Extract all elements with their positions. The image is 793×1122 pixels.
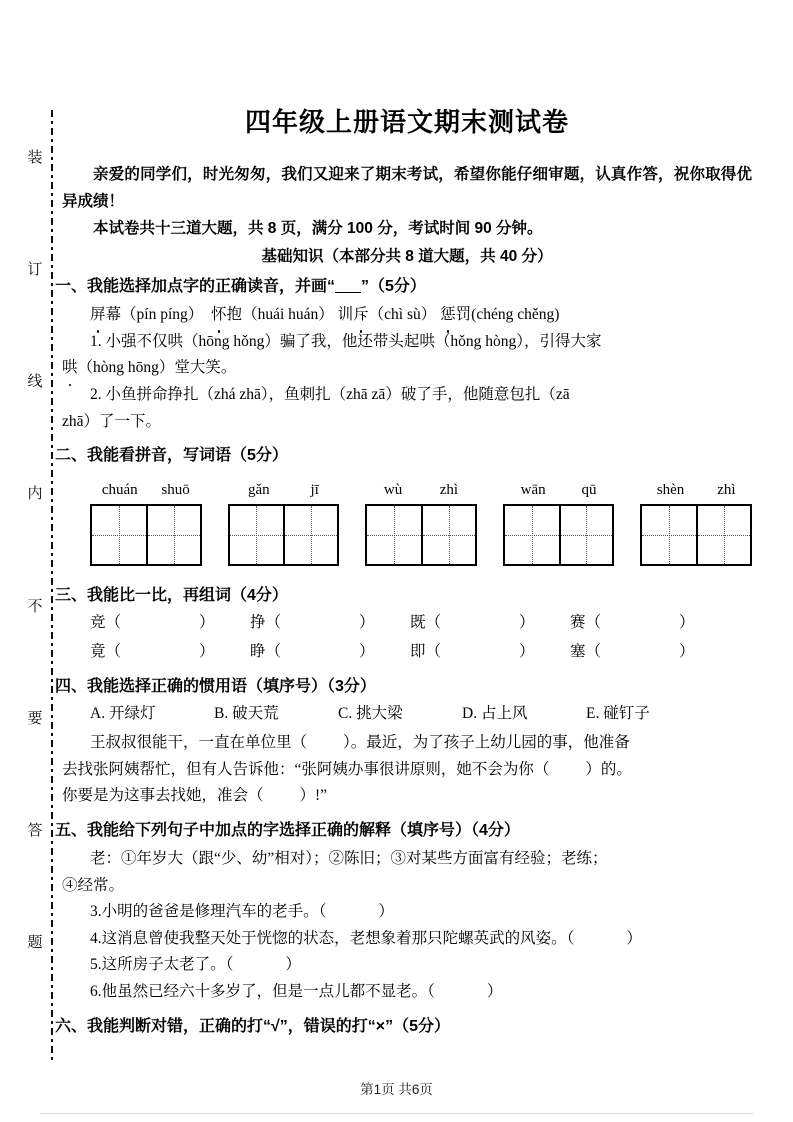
q5-item-3-num: 3. — [90, 903, 102, 921]
underline-mark — [335, 292, 361, 293]
q5-item-5-num: 5. — [90, 956, 102, 974]
paren-close: ） — [519, 642, 535, 660]
pinyin-grid-group-3 — [365, 481, 477, 566]
paren-close: ） — [679, 642, 695, 660]
q1-options-1: （pín píng） — [121, 306, 204, 324]
grid-cell[interactable] — [696, 506, 750, 564]
paren-close: ） — [359, 614, 375, 632]
binding-dashed-line — [51, 110, 53, 1062]
question-4-body — [62, 730, 752, 810]
intro-greeting: 亲爱的同学们，时光匆匆，我们又迎来了期末考试，希望你能仔细审题，认真作答，祝你取得优异成绩！ — [62, 166, 752, 211]
answer-grid-2[interactable] — [228, 504, 340, 566]
q4-line-1 — [90, 730, 752, 757]
q1-options-3: （chì sù） — [368, 306, 437, 324]
q1-dotchar-3: 斥 — [353, 302, 369, 329]
pinyin-pair-5 — [640, 481, 752, 499]
word-pair-label: 塞（ — [570, 642, 602, 660]
q4-text-1: 王叔叔很能干，一直在单位里（ — [90, 734, 308, 752]
q1-dotchar-4: 惩 — [440, 302, 456, 329]
q1-word-4b: 罚 — [455, 306, 472, 324]
pinyin-5-syllable-1: shèn — [656, 482, 685, 499]
q1-item-2-line2 — [62, 409, 752, 436]
footer-divider — [40, 1113, 753, 1114]
question-1-heading — [55, 275, 752, 300]
pinyin-3-syllable-1: wù — [383, 482, 403, 499]
option-e[interactable]: E. 碰钉子 — [586, 705, 650, 723]
question-1-heading-pre: 一、我能选择加点字的正确读音，并画“ — [55, 278, 336, 296]
q5-item-3-close: ） — [378, 903, 394, 921]
pinyin-1-syllable-1: chuán — [101, 482, 138, 499]
pinyin-pair-3 — [365, 481, 477, 499]
q1-dotchar-2: 怀 — [211, 302, 227, 329]
q4-text-3: 去找张阿姨帮忙，但有人告诉他：“张阿姨办事很讲原则，她不会为你（ — [62, 760, 550, 778]
paren-close: ） — [679, 614, 695, 632]
word-pair-cell[interactable] — [410, 609, 570, 638]
grid-cell[interactable] — [367, 506, 421, 564]
q5-item-3-post: 手。（ — [287, 903, 327, 921]
pinyin-pair-2 — [228, 481, 340, 499]
word-pair-cell[interactable] — [250, 609, 410, 638]
grid-cell[interactable] — [559, 506, 613, 564]
grid-cell[interactable] — [421, 506, 475, 564]
q5-item-3-pre: 小明的爸爸是修理汽车的老 — [101, 903, 288, 921]
q1-options-2: （huái huán） — [242, 306, 334, 324]
q5-item-4-num: 4. — [90, 929, 102, 947]
q4-line-3 — [62, 783, 752, 810]
q1-item-2-line1 — [90, 382, 752, 409]
q5-item-4-post: 想象着那只陀螺英武的风姿。（ — [365, 929, 575, 947]
pinyin-4-syllable-1: wān — [520, 482, 546, 499]
word-pair-label: 竟（ — [90, 642, 122, 660]
q1-dotchar-1: 屏 — [90, 302, 106, 329]
word-pair-cell[interactable] — [410, 638, 570, 667]
q5-gloss-line-1: 老：①年岁大（跟“少、幼”相对）；②陈旧；③对某些方面富有经验；老练； — [90, 849, 608, 867]
option-a[interactable]: A. 开绿灯 — [90, 705, 156, 723]
q4-text-2: ）。最近，为了孩子上幼儿园的事，他准备 — [343, 734, 630, 752]
q1-item-1-dotchar: 哄 — [62, 355, 78, 382]
pinyin-pair-1 — [90, 481, 202, 499]
q5-item-6-post: 。（ — [411, 983, 435, 1001]
pinyin-1-syllable-2: shuō — [161, 482, 190, 499]
word-pair-label: 竞（ — [90, 614, 122, 632]
pinyin-grid-group-4 — [503, 481, 615, 566]
q5-item-6 — [90, 979, 752, 1006]
pinyin-3-syllable-2: zhì — [439, 482, 459, 499]
grid-cell[interactable] — [230, 506, 284, 564]
question-2-grid-row — [90, 481, 752, 566]
q5-item-5 — [90, 952, 752, 979]
grid-cell[interactable] — [92, 506, 146, 564]
grid-cell[interactable] — [642, 506, 696, 564]
page-footer: 第1页 共6页 — [360, 1082, 433, 1097]
word-pair-label: 睁（ — [250, 642, 282, 660]
question-6-heading: 六、我能判断对错，正确的打“√”，错误的打“×”（5分） — [55, 1017, 451, 1035]
answer-grid-5[interactable] — [640, 504, 752, 566]
option-b[interactable]: B. 破天荒 — [214, 705, 279, 723]
pinyin-4-syllable-2: qū — [581, 482, 597, 499]
question-5-body — [62, 846, 752, 1006]
q5-item-6-pre: 他虽然已经六十多岁了，但是一点儿都不显老 — [101, 983, 412, 1001]
pinyin-pair-4 — [503, 481, 615, 499]
binding-char-1: 装 — [27, 149, 43, 166]
answer-grid-4[interactable] — [503, 504, 615, 566]
q1-options-4: (chéng chěng) — [471, 306, 560, 324]
grid-cell[interactable] — [283, 506, 337, 564]
q5-item-4-close: ） — [626, 929, 642, 947]
answer-grid-3[interactable] — [365, 504, 477, 566]
binding-char-4: 内 — [27, 485, 43, 503]
question-5-heading: 五、我能给下列句子中加点的字选择正确的解释（填序号）（4分） — [55, 822, 520, 840]
paren-close: ） — [359, 642, 375, 660]
word-pair-label: 既（ — [410, 614, 442, 632]
question-4-heading: 四、我能选择正确的惯用语（填序号）（3分） — [55, 678, 376, 696]
paren-close: ） — [199, 642, 215, 660]
question-3-row-1 — [90, 609, 752, 638]
pinyin-5-syllable-2: zhì — [717, 482, 736, 499]
q5-item-4 — [90, 926, 752, 953]
q5-gloss-line-2: ④经常。 — [62, 876, 125, 894]
intro-block — [62, 161, 752, 242]
page-title: 四年级上册语文期末测试卷 — [244, 107, 569, 137]
intro-exam-info: 本试卷共十三道大题，共 8 页，满分 100 分，考试时间 90 分钟。 — [93, 220, 543, 238]
q5-item-4-pre: 这消息曾使我整天处于恍惚的状态，老 — [101, 929, 366, 947]
q4-text-4: ）的。 — [585, 760, 632, 778]
q1-item-2-text-b: （zhá zhā），鱼刺扎 — [198, 386, 331, 404]
q4-line-2 — [62, 757, 752, 784]
q1-item-2-text-a: 2. 小鱼拼命挣扎 — [90, 386, 199, 404]
question-1-heading-post: ”（5分） — [361, 278, 426, 296]
word-pair-cell[interactable] — [90, 609, 250, 638]
q5-item-5-close: ） — [285, 956, 301, 974]
q1-word-2b: 抱 — [226, 306, 243, 324]
binding-char-2: 订 — [27, 261, 43, 279]
q5-item-3 — [90, 899, 752, 926]
q1-item-1-text-e: （hòng hōng）堂大笑。 — [77, 359, 237, 377]
q1-item-2-text-d: （zā — [540, 386, 570, 404]
q1-item-1-text-c: （hǒng hòng），引得大家 — [434, 332, 602, 350]
q5-item-5-pre: 这所房子太老 — [101, 956, 195, 974]
binding-char-8: 题 — [27, 933, 43, 951]
word-pair-cell[interactable] — [90, 638, 250, 667]
q1-item-2-text-c: （zhā zā）破了手，他随意包扎 — [330, 386, 541, 404]
q1-item-1-text-a: 1. 小强不仅哄 — [90, 332, 184, 350]
binding-char-7: 答 — [27, 821, 43, 839]
q1-item-1-text-b: （hōng hǒng）骗了我，他还带头起哄 — [183, 332, 435, 350]
q5-item-6-close: ） — [486, 983, 503, 1001]
pinyin-grid-group-5 — [640, 481, 752, 566]
q5-item-5-post: 了。（ — [194, 956, 234, 974]
word-pair-cell[interactable] — [250, 638, 410, 667]
q1-item-1-line1 — [90, 329, 752, 356]
word-pair-cell[interactable] — [570, 609, 730, 638]
answer-grid-1[interactable] — [90, 504, 202, 566]
paren-close: ） — [199, 614, 215, 632]
q4-text-5: 你要是为这事去找她，准会（ — [62, 787, 264, 805]
q4-text-6: ）!” — [299, 787, 328, 805]
part-banner-basics: 基础知识（本部分共 8 道大题，共 40 分） — [261, 248, 553, 266]
option-c[interactable]: C. 挑大梁 — [338, 705, 403, 723]
question-3-row-2 — [90, 638, 752, 667]
option-d[interactable]: D. 占上风 — [462, 705, 528, 723]
binding-margin-text — [22, 150, 48, 950]
binding-char-6: 要 — [27, 709, 43, 727]
binding-char-5: 不 — [27, 597, 43, 615]
pinyin-2-syllable-1: gǎn — [247, 482, 270, 499]
q1-word-3a: 训 — [337, 306, 354, 324]
question-3-heading: 三、我能比一比，再组词（4分） — [55, 587, 288, 605]
binding-char-3: 线 — [27, 373, 43, 391]
word-pair-label: 赛（ — [570, 614, 602, 632]
paren-close: ） — [519, 614, 535, 632]
q5-item-6-num: 6. — [90, 983, 102, 1001]
grid-cell[interactable] — [146, 506, 200, 564]
q1-word-1b: 幕 — [105, 306, 122, 324]
word-pair-label: 挣（ — [250, 614, 282, 632]
question-2-heading: 二、我能看拼音，写词语（5分） — [55, 447, 288, 465]
q1-word-list — [90, 302, 752, 329]
grid-cell[interactable] — [505, 506, 559, 564]
question-4-options — [90, 700, 752, 728]
q1-item-2-text-e: zhā）了一下。 — [62, 412, 162, 430]
pinyin-2-syllable-2: jī — [310, 482, 319, 499]
word-pair-label: 即（ — [410, 642, 442, 660]
exam-content — [55, 0, 752, 1040]
pinyin-grid-group-1 — [90, 481, 202, 566]
question-1-body — [62, 302, 752, 435]
word-pair-cell[interactable] — [570, 638, 730, 667]
pinyin-grid-group-2 — [228, 481, 340, 566]
q1-item-1-line2 — [62, 355, 752, 382]
